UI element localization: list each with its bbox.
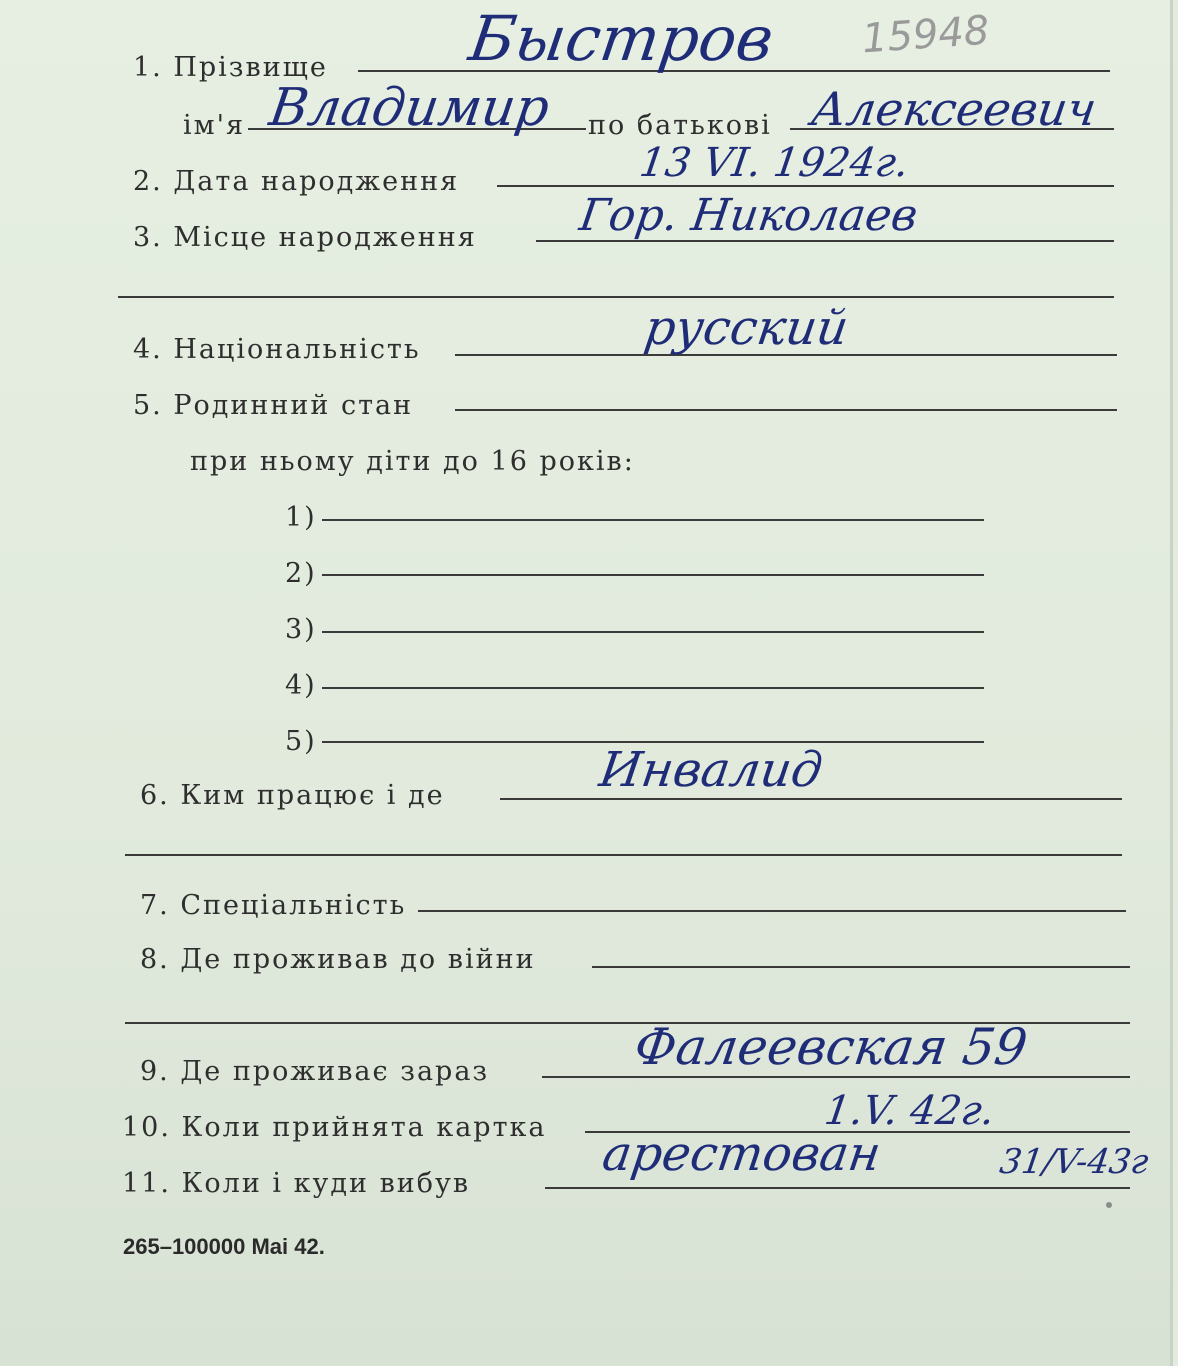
child-2-line (322, 574, 984, 576)
first-name-value: Владимир (265, 78, 553, 138)
marital-status-line (455, 409, 1117, 411)
card-accepted-label: 10. Коли прийнята картка (122, 1112, 547, 1143)
nationality-label: 4. Національність (133, 334, 421, 365)
card-accepted-value: 1.V. 42г. (821, 1088, 998, 1134)
birth-place-value: Гор. Николаев (576, 190, 921, 241)
child-2-label: 2) (285, 558, 317, 589)
child-5-label: 5) (285, 726, 317, 757)
marital-status-label: 5. Родинний стан (133, 390, 414, 421)
child-1-line (322, 519, 984, 521)
prewar-residence-label: 8. Де проживав до війни (140, 944, 536, 975)
work-label: 6. Ким працює і де (140, 780, 445, 811)
birth-place-line-2 (118, 296, 1114, 298)
patronymic-label: по батькові (588, 110, 772, 141)
departure-label: 11. Коли і куди вибув (122, 1168, 471, 1199)
birth-date-value: 13 VI. 1924г. (636, 140, 912, 186)
child-4-line (322, 687, 984, 689)
nationality-value: русский (641, 300, 852, 356)
departure-line (545, 1187, 1130, 1189)
child-3-line (322, 631, 984, 633)
departure-date-value: 31/V-43г (997, 1142, 1151, 1182)
current-residence-value: Фалеевская 59 (630, 1018, 1031, 1076)
child-1-label: 1) (285, 502, 317, 533)
patronymic-value: Алексеевич (808, 82, 1100, 136)
print-code: 265–100000 Mai 42. (123, 1234, 325, 1259)
work-line (500, 798, 1122, 800)
archive-number-stamp: 15948 (860, 7, 991, 63)
work-value: Инвалид (596, 742, 826, 798)
current-residence-line (542, 1076, 1130, 1078)
birth-place-label: 3. Місце народження (133, 222, 477, 253)
prewar-residence-line (592, 966, 1130, 968)
child-4-label: 4) (285, 670, 317, 701)
surname-label: 1. Прізвище (133, 52, 328, 83)
current-residence-label: 9. Де проживає зараз (140, 1056, 490, 1087)
work-line-2 (125, 854, 1122, 856)
surname-value: Быстров (464, 2, 778, 75)
first-name-label: ім'я (183, 110, 246, 141)
specialty-label: 7. Спеціальність (140, 890, 407, 921)
pin-hole (1106, 1202, 1112, 1208)
departure-value: арестован (599, 1126, 885, 1182)
children-label: при ньому діти до 16 років: (190, 446, 635, 477)
specialty-line (418, 910, 1126, 912)
birth-date-label: 2. Дата народження (133, 166, 460, 197)
child-3-label: 3) (285, 614, 317, 645)
